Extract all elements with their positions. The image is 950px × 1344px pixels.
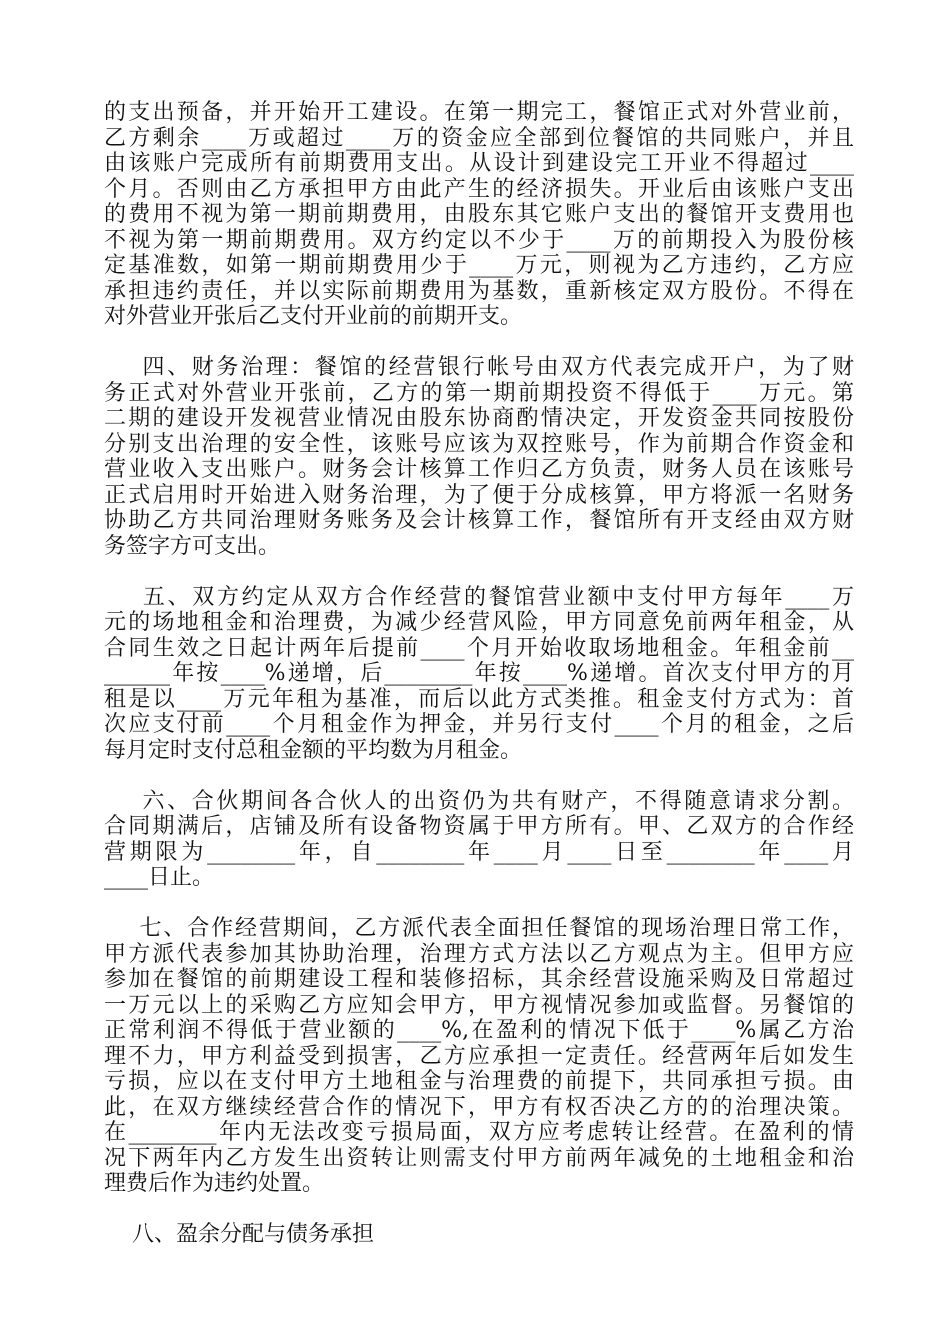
text-line: 务签字方可支出。: [104, 534, 281, 559]
text-line: 对外营业开张后乙支付开业前的前期开支。: [104, 304, 523, 329]
text-line: 甲方派代表参加其协助治理，治理方式方法以乙方观点为主。但甲方应: [104, 942, 854, 967]
text-line: 的费用不视为第一期前期费用，由股东其它账户支出的餐馆开支费用也: [104, 202, 854, 227]
text-line: 此，在双方继续经营合作的情况下，甲方有权否决乙方的的治理决策。: [104, 1095, 854, 1120]
text-line: ______年按____%递增，后________年按____%递增。首次支付甲方的月: [104, 661, 854, 686]
text-line: 七、合作经营期间，乙方派代表全面担任餐馆的现场治理日常工作，: [104, 916, 854, 941]
text-line: 不视为第一期前期费用。双方约定以不少于____万的前期投入为股份核: [104, 228, 854, 253]
text-line: 每月定时支付总租金额的平均数为月租金。: [104, 738, 523, 763]
text-line: 的支出预备，并开始开工建设。在第一期完工，餐馆正式对外营业前，: [104, 100, 854, 125]
text-line: 个月。否则由乙方承担甲方由此产生的经济损失。开业后由该账户支出: [104, 177, 854, 202]
text-line: 元的场地租金和治理费，为减少经营风险，甲方同意免前两年租金，从: [104, 610, 854, 635]
text-line: 四、财务治理：餐馆的经营银行帐号由双方代表完成开户，为了财: [104, 355, 854, 380]
text-line: 正式启用时开始进入财务治理，为了便于分成核算，甲方将派一名财务: [104, 483, 854, 508]
text-line: 合同生效之日起计两年后提前____个月开始收取场地租金。年租金前__: [104, 636, 854, 661]
text-line: 理费后作为违约处置。: [104, 1171, 325, 1196]
text-line: 由该账户完成所有前期费用支出。从设计到建设完工开业不得超过____: [104, 151, 854, 176]
text-line: 营期限为________年，自________年____月____日至________年____月: [104, 840, 854, 865]
text-line: 承担违约责任，并以实际前期费用为基数，重新核定双方股份。不得在: [104, 279, 854, 304]
text-line: 一万元以上的采购乙方应知会甲方，甲方视情况参加或监督。另餐馆的: [104, 993, 854, 1018]
text-line: 理不力，甲方利益受到损害，乙方应承担一定责任。经营两年后如发生: [104, 1044, 854, 1069]
text-line: 定基准数，如第一期前期费用少于____万元，则视为乙方违约，乙方应: [104, 253, 854, 278]
text-line: 分别支出治理的安全性，该账号应该为双控账号，作为前期合作资金和: [104, 432, 854, 457]
text-line: 二期的建设开发视营业情况由股东协商酌情决定，开发资金共同按股份: [104, 406, 854, 431]
text-line: 乙方剩余____万或超过____万的资金应全部到位餐馆的共同账户，并且: [104, 126, 854, 151]
text-line: 亏损，应以在支付甲方土地租金与治理费的前提下，共同承担亏损。由: [104, 1069, 854, 1094]
section-heading: 八、盈余分配与债务承担: [104, 1222, 374, 1247]
text-line: 营业收入支出账户。财务会计核算工作归乙方负责，财务人员在该账号: [104, 457, 854, 482]
text-line: 六、合伙期间各合伙人的出资仍为共有财产，不得随意请求分割。: [104, 789, 854, 814]
text-line: 况下两年内乙方发生出资转让则需支付甲方前两年减免的土地租金和治: [104, 1146, 854, 1171]
text-line: 协助乙方共同治理财务账务及会计核算工作，餐馆所有开支经由双方财: [104, 508, 854, 533]
text-line: 务正式对外营业开张前，乙方的第一期前期投资不得低于____万元。第: [104, 381, 854, 406]
text-line: ____日止。: [104, 865, 215, 890]
text-line: 正常利润不得低于营业额的____%,在盈利的情况下低于____%属乙方治: [104, 1018, 854, 1043]
text-line: 次应支付前____个月租金作为押金，并另行支付____个月的租金，之后: [104, 712, 854, 737]
text-line: 合同期满后，店铺及所有设备物资属于甲方所有。甲、乙双方的合作经: [104, 814, 854, 839]
text-line: 参加在餐馆的前期建设工程和装修招标，其余经营设施采购及日常超过: [104, 967, 854, 992]
text-line: 五、双方约定从双方合作经营的餐馆营业额中支付甲方每年____万: [104, 585, 854, 610]
text-line: 租是以____万元年租为基准，而后以此方式类推。租金支付方式为：首: [104, 687, 854, 712]
text-line: 在________年内无法改变亏损局面，双方应考虑转让经营。在盈利的情: [104, 1120, 854, 1145]
